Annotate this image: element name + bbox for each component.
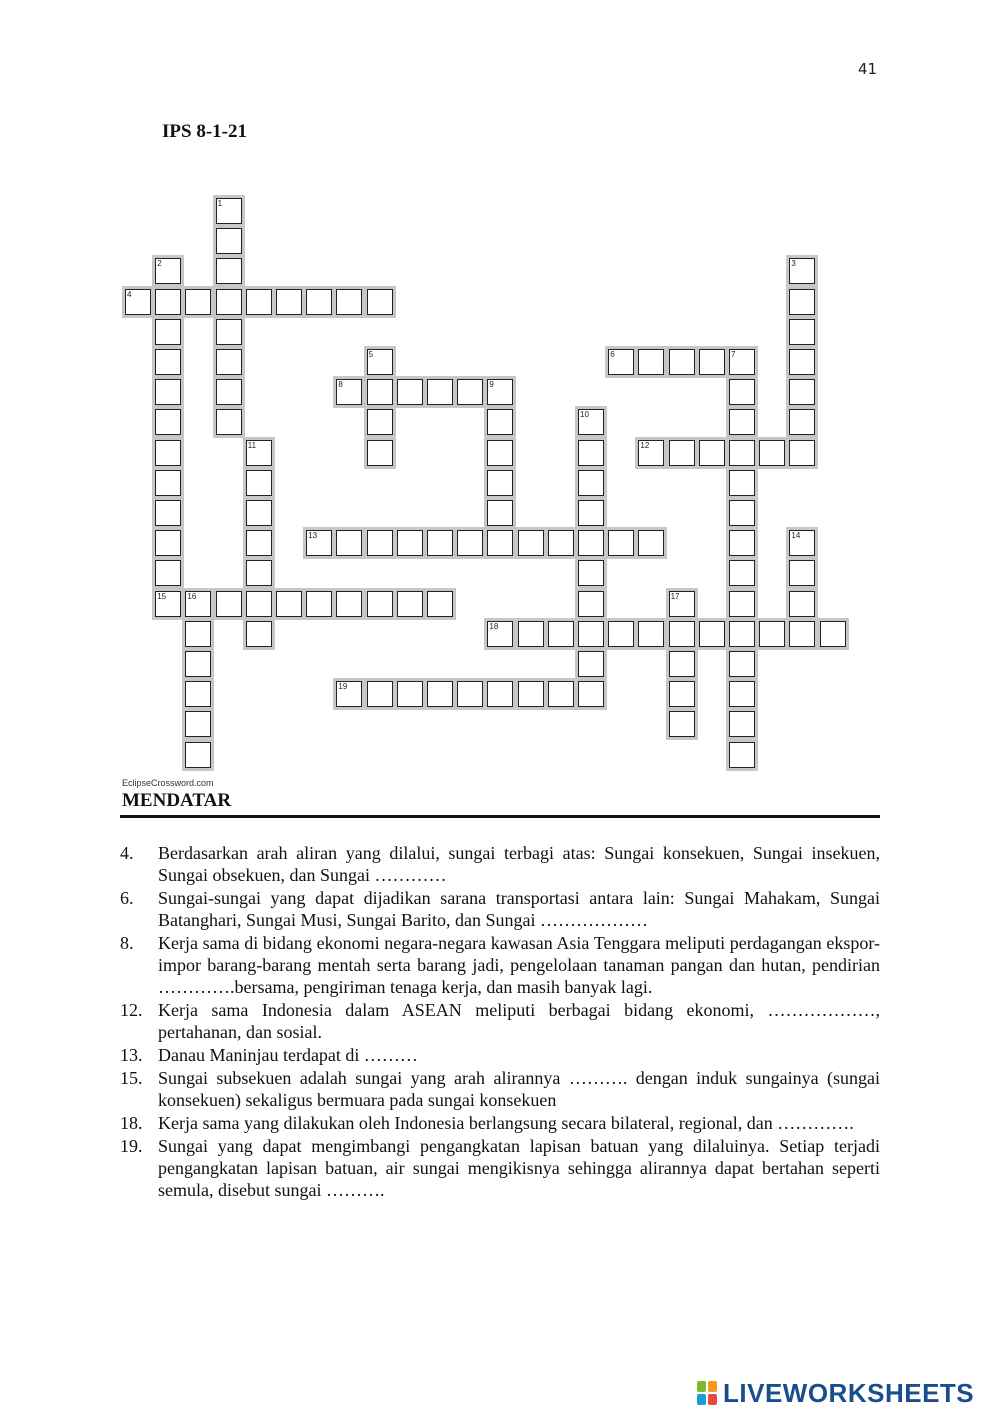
clue-number-label: 5 (368, 350, 374, 359)
clue-item (120, 842, 880, 886)
clue-number-label: 19 (338, 682, 348, 692)
crossword-cell[interactable] (669, 440, 695, 466)
clue-number-label: 7 (731, 350, 736, 359)
crossword-cell[interactable] (397, 530, 423, 556)
crossword-cell[interactable] (578, 440, 604, 466)
crossword-cell[interactable] (729, 742, 755, 768)
crossword-cell[interactable] (367, 349, 393, 375)
crossword-cell[interactable] (789, 440, 815, 466)
crossword-cell[interactable] (789, 621, 815, 647)
crossword-cell[interactable] (246, 560, 272, 586)
clue-number-label: 15 (157, 591, 167, 601)
crossword-cell[interactable] (638, 440, 664, 466)
crossword-cell[interactable] (789, 591, 815, 617)
crossword-cell[interactable] (216, 258, 242, 284)
crossword-cell[interactable] (336, 681, 362, 707)
crossword-cell[interactable] (216, 349, 242, 375)
clue-number-label: 16 (187, 591, 197, 601)
crossword-cell[interactable] (246, 591, 272, 617)
crossword-cell[interactable] (336, 591, 362, 617)
crossword-cell[interactable] (518, 530, 544, 556)
clue-number-label: 13 (308, 531, 318, 541)
crossword-cell[interactable] (216, 228, 242, 254)
crossword-cell[interactable] (216, 379, 242, 405)
crossword-cell[interactable] (487, 500, 513, 526)
crossword-cell[interactable] (185, 711, 211, 737)
clue-number-label: 11 (247, 440, 257, 450)
crossword-cell[interactable] (246, 440, 272, 466)
crossword-cell[interactable] (608, 621, 634, 647)
crossword-cell[interactable] (397, 591, 423, 617)
clue-number: 13. (120, 1045, 143, 1065)
crossword-cell[interactable] (729, 560, 755, 586)
crossword-cell[interactable] (638, 621, 664, 647)
crossword-cell[interactable] (155, 379, 181, 405)
crossword-cell[interactable] (246, 500, 272, 526)
clue-text: Sungai subsekuen adalah sungai yang arah alirannya ………. dengan induk sungainya (sungai konsekuen) sekaligus bermuara pada sungai konsekuen (158, 1068, 880, 1110)
crossword-cell[interactable] (306, 289, 332, 315)
crossword-cell[interactable] (699, 621, 725, 647)
clue-number-label: 3 (791, 259, 796, 269)
crossword-cell[interactable] (367, 379, 393, 405)
clue-item (120, 1044, 880, 1066)
clue-number-label: 10 (580, 410, 589, 420)
crossword-cell[interactable] (457, 681, 483, 707)
crossword-cell[interactable] (185, 651, 211, 677)
crossword-cell[interactable] (155, 591, 181, 617)
crossword-cell[interactable] (729, 379, 755, 405)
crossword-cell[interactable] (548, 530, 574, 556)
clue-number-label: 14 (791, 531, 801, 541)
section-divider (120, 815, 880, 818)
crossword-cell[interactable] (729, 681, 755, 707)
clue-text: Sungai-sungai yang dapat dijadikan sarana transportasi antara lain: Sungai Mahakam, Sungai Batanghari, Sungai Musi, Sungai Barito, dan Sungai ……………… (158, 888, 880, 930)
crossword-cell[interactable] (367, 289, 393, 315)
crossword-cell[interactable] (729, 711, 755, 737)
crossword-cell[interactable] (155, 500, 181, 526)
crossword-cell[interactable] (246, 289, 272, 315)
crossword-cell[interactable] (185, 289, 211, 315)
crossword-cell[interactable] (155, 258, 181, 284)
crossword-cell[interactable] (367, 440, 393, 466)
crossword-cell[interactable] (427, 681, 453, 707)
crossword-cell[interactable] (216, 198, 242, 224)
crossword-cell[interactable] (487, 470, 513, 496)
crossword-cell[interactable] (578, 409, 604, 435)
crossword-cell[interactable] (185, 621, 211, 647)
crossword-cell[interactable] (699, 349, 725, 375)
crossword-cell[interactable] (789, 349, 815, 375)
crossword-cell[interactable] (336, 289, 362, 315)
crossword-cell[interactable] (789, 289, 815, 315)
crossword-cell[interactable] (578, 560, 604, 586)
crossword-cell[interactable] (155, 530, 181, 556)
clue-number-label: 17 (670, 591, 680, 601)
crossword-cell[interactable] (578, 681, 604, 707)
liveworksheets-logo (697, 1378, 974, 1409)
crossword-cell[interactable] (729, 440, 755, 466)
crossword-cell[interactable] (216, 409, 242, 435)
crossword-cell[interactable] (789, 379, 815, 405)
clue-number-label: 2 (157, 259, 162, 269)
crossword-cell[interactable] (487, 440, 513, 466)
clue-item (120, 1135, 880, 1201)
clue-item (120, 932, 880, 998)
crossword-cell[interactable] (216, 591, 242, 617)
crossword-cell[interactable] (276, 289, 302, 315)
crossword-cell[interactable] (729, 530, 755, 556)
crossword-cell[interactable] (246, 621, 272, 647)
crossword-cell[interactable] (518, 681, 544, 707)
crossword-cell[interactable] (820, 621, 846, 647)
crossword-cell[interactable] (427, 379, 453, 405)
crossword-cell[interactable] (487, 409, 513, 435)
crossword-cell[interactable] (367, 591, 393, 617)
crossword-cell[interactable] (578, 500, 604, 526)
crossword-cell[interactable] (578, 621, 604, 647)
clue-list (120, 842, 880, 1202)
crossword-cell[interactable] (487, 530, 513, 556)
crossword-cell[interactable] (155, 319, 181, 345)
crossword-cell[interactable] (457, 530, 483, 556)
crossword-cell[interactable] (699, 440, 725, 466)
crossword-cell[interactable] (397, 379, 423, 405)
clue-number: 12. (120, 1000, 143, 1020)
crossword-cell[interactable] (397, 681, 423, 707)
crossword-cell[interactable] (669, 591, 695, 617)
crossword-cell[interactable] (608, 349, 634, 375)
crossword-cell[interactable] (125, 289, 151, 315)
crossword-cell[interactable] (487, 379, 513, 405)
crossword-cell[interactable] (487, 621, 513, 647)
clue-number-label: 6 (610, 350, 615, 359)
crossword-cell[interactable] (548, 621, 574, 647)
clue-text: Kerja sama Indonesia dalam ASEAN meliputi berbagai bidang ekonomi, ………………, pertahanan, dan sosial. (158, 1000, 880, 1042)
crossword-cell[interactable] (669, 651, 695, 677)
clue-item (120, 1112, 880, 1134)
worksheet-title: IPS 8-1-21 (162, 121, 247, 142)
crossword-cell[interactable] (155, 440, 181, 466)
crossword-cell[interactable] (729, 409, 755, 435)
clue-number-label: 8 (338, 380, 343, 390)
crossword-cell[interactable] (759, 621, 785, 647)
crossword-cell[interactable] (789, 409, 815, 435)
crossword-cell[interactable] (216, 289, 242, 315)
liveworksheets-logo-icon (697, 1381, 719, 1407)
crossword-cell[interactable] (759, 440, 785, 466)
crossword-cell[interactable] (185, 681, 211, 707)
crossword-cell[interactable] (427, 530, 453, 556)
eclipse-crossword-credit: EclipseCrossword.com (122, 778, 214, 788)
clue-text: Sungai yang dapat mengimbangi pengangkatan lapisan batuan yang dilaluinya. Setiap terjadi pengangkatan lapisan batuan, air sungai mengikisnya sehingga alirannya dapat bertahan seperti semula, disebut sungai ………. (158, 1136, 880, 1200)
clue-number-label: 4 (127, 289, 132, 299)
crossword-cell[interactable] (729, 349, 755, 375)
clue-item (120, 1067, 880, 1111)
clue-text: Kerja sama di bidang ekonomi negara-negara kawasan Asia Tenggara meliputi perdagangan ekspor-impor barang-barang mentah serta barang jadi, pengelolaan tanaman pangan dan hutan, pendirian ………….bersama, pengiriman tenaga kerja, dan masih banyak lagi. (158, 933, 880, 997)
liveworksheets-brand: LIVEWORKSHEETS (723, 1378, 975, 1408)
crossword-cell[interactable] (729, 621, 755, 647)
clue-item (120, 999, 880, 1043)
clue-number: 6. (120, 888, 134, 908)
clue-text: Kerja sama yang dilakukan oleh Indonesia berlangsung secara bilateral, regional, dan …………. (158, 1113, 854, 1133)
crossword-cell[interactable] (578, 591, 604, 617)
crossword-cell[interactable] (457, 379, 483, 405)
crossword-cell[interactable] (729, 591, 755, 617)
crossword-cell[interactable] (638, 530, 664, 556)
crossword-cell[interactable] (336, 530, 362, 556)
crossword-cell[interactable] (487, 681, 513, 707)
section-title-mendatar: MENDATAR (122, 790, 232, 811)
clue-number-label: 18 (489, 621, 499, 631)
crossword-cell[interactable] (789, 258, 815, 284)
crossword-cell[interactable] (336, 379, 362, 405)
crossword-cell[interactable] (578, 530, 604, 556)
crossword-cell[interactable] (638, 349, 664, 375)
crossword-cell[interactable] (669, 349, 695, 375)
crossword-cell[interactable] (276, 591, 302, 617)
clue-number: 4. (120, 843, 134, 863)
crossword-cell[interactable] (306, 591, 332, 617)
crossword-cell[interactable] (548, 681, 574, 707)
crossword-cell[interactable] (518, 621, 544, 647)
crossword-cell[interactable] (789, 530, 815, 556)
crossword-cell[interactable] (216, 319, 242, 345)
clue-item (120, 887, 880, 931)
crossword-cell[interactable] (155, 409, 181, 435)
crossword-cell[interactable] (155, 289, 181, 315)
crossword-cell[interactable] (367, 409, 393, 435)
clue-number-label: 1 (217, 199, 223, 208)
crossword-cell[interactable] (155, 470, 181, 496)
clue-number-label: 9 (489, 380, 494, 390)
crossword-cell[interactable] (608, 530, 634, 556)
crossword-cell[interactable] (789, 560, 815, 586)
crossword-cell[interactable] (789, 319, 815, 345)
crossword-cell[interactable] (367, 681, 393, 707)
crossword-cell[interactable] (578, 651, 604, 677)
clue-number: 8. (120, 933, 134, 953)
crossword-cell[interactable] (669, 681, 695, 707)
crossword-cell[interactable] (669, 621, 695, 647)
crossword-cell[interactable] (729, 470, 755, 496)
crossword-cell[interactable] (367, 530, 393, 556)
crossword-cell[interactable] (306, 530, 332, 556)
crossword-cell[interactable] (729, 500, 755, 526)
crossword-cell[interactable] (185, 591, 211, 617)
crossword-cell[interactable] (185, 742, 211, 768)
page-number: 41 (858, 60, 878, 78)
crossword-cell[interactable] (155, 560, 181, 586)
crossword-cell[interactable] (427, 591, 453, 617)
crossword-cell[interactable] (669, 711, 695, 737)
crossword-cell[interactable] (729, 651, 755, 677)
clue-number: 19. (120, 1136, 143, 1156)
crossword-cell[interactable] (155, 349, 181, 375)
clue-number: 15. (120, 1068, 143, 1088)
crossword-cell[interactable] (578, 470, 604, 496)
clue-text: Berdasarkan arah aliran yang dilalui, sungai terbagi atas: Sungai konsekuen, Sungai insekuen, Sungai obsekuen, dan Sungai ………… (158, 843, 880, 885)
crossword-cell[interactable] (246, 470, 272, 496)
clue-number: 18. (120, 1113, 143, 1133)
clue-text: Danau Maninjau terdapat di ……… (158, 1045, 418, 1065)
crossword-cell[interactable] (246, 530, 272, 556)
clue-number-label: 12 (640, 440, 650, 450)
